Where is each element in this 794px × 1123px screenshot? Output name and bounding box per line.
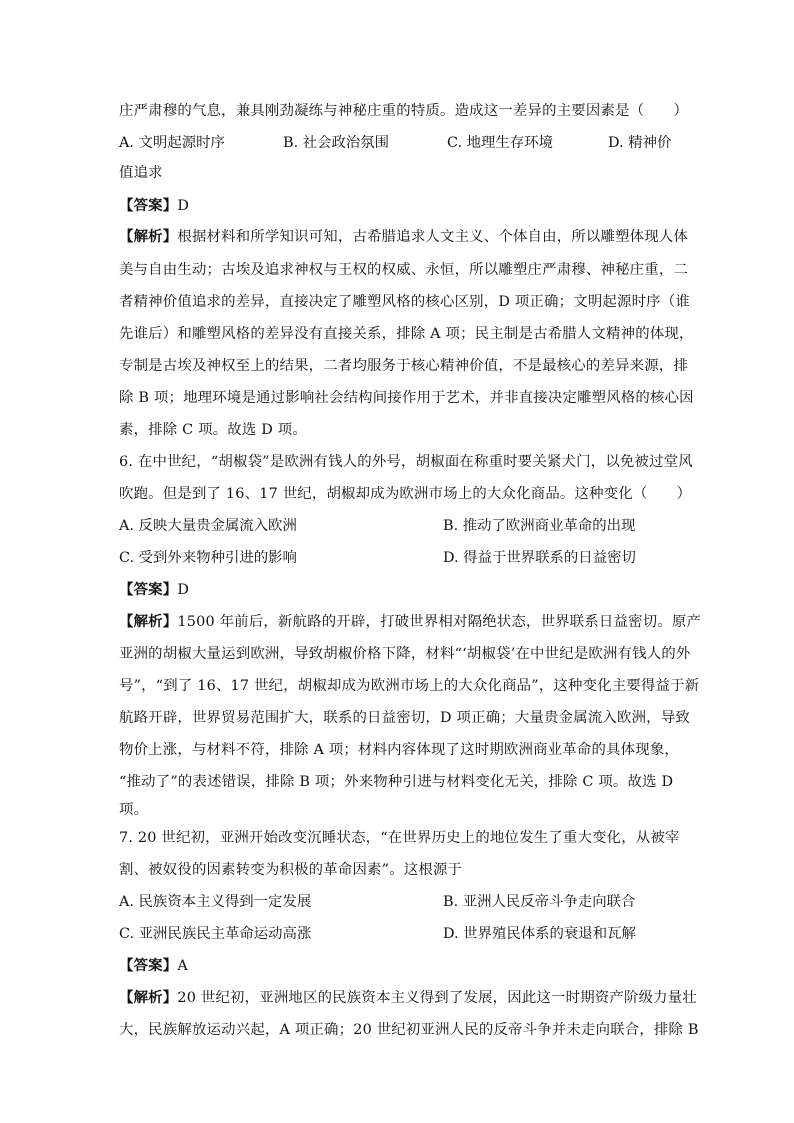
q6-analysis-line-6: “推动了”的表述错误，排除 B 项；外来物种引进与材料变化无关，排除 C 项。故选 D (119, 774, 674, 790)
q5-analysis-line-3: 者精神价值追求的差异，直接决定了雕塑风格的核心区别，D 项正确；文明起源时序（谁 (119, 294, 690, 310)
q5-option-b: B. 社会政治氛围 (283, 135, 390, 151)
q7-option-d: D. 世界殖民体系的衰退和瓦解 (443, 926, 636, 942)
analysis-tag: 【解析】 (119, 228, 178, 245)
q6-option-d: D. 得益于世界联系的日益密切 (443, 550, 636, 566)
q7-option-b: B. 亚洲人民反帝斗争走向联合 (443, 894, 636, 910)
answer-value: D (177, 582, 190, 598)
q6-analysis-line-4: 航路开辟，世界贸易范围扩大，联系的日益密切，D 项正确；大量贵金属流入欧洲，导致 (119, 710, 690, 726)
q5-answer (119, 196, 675, 216)
q7-option-c: C. 亚洲民族民主革命运动高涨 (119, 926, 312, 942)
answer-value: A (177, 958, 188, 974)
analysis-tag: 【解析】 (119, 613, 178, 630)
q6-option-b: B. 推动了欧洲商业革命的出现 (443, 518, 636, 534)
q6-stem-line-2: 吹跑。但是到了 16、17 世纪，胡椒却成为欧洲市场上的大众化商品。这种变化（ ） (119, 486, 692, 502)
q5-option-c: C. 地理生存环境 (447, 135, 553, 151)
q5-option-a: A. 文明起源时序 (119, 135, 225, 151)
analysis-text: 1500 年前后，新航路的开辟，打破世界相对隔绝状态，世界联系日益密切。原产 (177, 614, 702, 630)
q7-analysis-line-2: 大，民族解放运动兴起，A 项正确；20 世纪初亚洲人民的反帝斗争并未走向联合，排除 B (119, 1022, 699, 1038)
q6-option-c: C. 受到外来物种引进的影响 (119, 550, 297, 566)
q6-analysis-line-5: 物价上涨，与材料不符，排除 A 项；材料内容体现了这时期欧洲商业革命的具体现象， (119, 742, 679, 758)
q5-analysis-line-1 (119, 227, 689, 247)
analysis-text: 根据材料和所学知识可知，古希腊追求人文主义、个体自由，所以雕塑体现人体 (177, 229, 689, 245)
q7-answer (119, 956, 675, 976)
q6-analysis-line-7: 项。 (119, 802, 149, 818)
q5-option-d-tail: 值追求 (119, 165, 163, 181)
q7-stem-line-2: 割、被奴役的因素转变为积极的革命因素”。这根源于 (119, 862, 463, 878)
answer-tag: 【答案】 (119, 957, 178, 974)
q5-option-d: D. 精神价 (608, 135, 672, 151)
q7-option-a: A. 民族资本主义得到一定发展 (119, 894, 312, 910)
q5-analysis-line-6: 除 B 项；地理环境是通过影响社会结构间接作用于艺术，并非直接决定雕塑风格的核心因 (119, 390, 694, 406)
analysis-text: 20 世纪初，亚洲地区的民族资本主义得到了发展，因此这一时期资产阶级力量壮 (177, 990, 697, 1006)
answer-value: D (177, 198, 190, 214)
q7-stem-line-1: 7. 20 世纪初，亚洲开始改变沉睡状态，“在世界历史上的地位发生了重大变化，从被宰 (119, 830, 680, 846)
q5-analysis-line-4: 先谁后）和雕塑风格的差异没有直接关系，排除 A 项；民主制是古希腊人文精神的体现， (119, 326, 694, 342)
q6-stem-line-1: 6. 在中世纪，“胡椒袋”是欧洲有钱人的外号，胡椒面在称重时要关紧犬门，以免被过堂风 (119, 454, 693, 470)
q7-analysis-line-1 (119, 988, 697, 1008)
answer-tag: 【答案】 (119, 197, 178, 214)
q5-analysis-line-5: 专制是古埃及神权至上的结果，二者均服务于核心精神价值，不是最核心的差异来源，排 (119, 358, 689, 374)
analysis-tag: 【解析】 (119, 989, 178, 1006)
q6-answer (119, 580, 675, 600)
q6-analysis-line-3: 号”，“到了 16、17 世纪，胡椒却成为欧洲市场上的大众化商品”，这种变化主要得益于新 (119, 678, 700, 694)
q5-analysis-line-7: 素，排除 C 项。故选 D 项。 (119, 422, 307, 438)
q5-analysis-line-2: 美与自由生动；古埃及追求神权与王权的权威、永恒，所以雕塑庄严肃穆、神秘庄重，二 (119, 262, 689, 278)
q6-option-a: A. 反映大量贵金属流入欧洲 (119, 518, 297, 534)
q5-stem-tail: 庄严肃穆的气息，兼具刚劲凝练与神秘庄重的特质。造成这一差异的主要因素是（ ） (119, 103, 689, 119)
q6-analysis-line-2: 亚洲的胡椒大量运到欧洲，导致胡椒价格下降，材料“‘胡椒袋’在中世纪是欧洲有钱人的外 (119, 646, 691, 662)
q6-analysis-line-1 (119, 612, 702, 632)
answer-tag: 【答案】 (119, 581, 178, 598)
